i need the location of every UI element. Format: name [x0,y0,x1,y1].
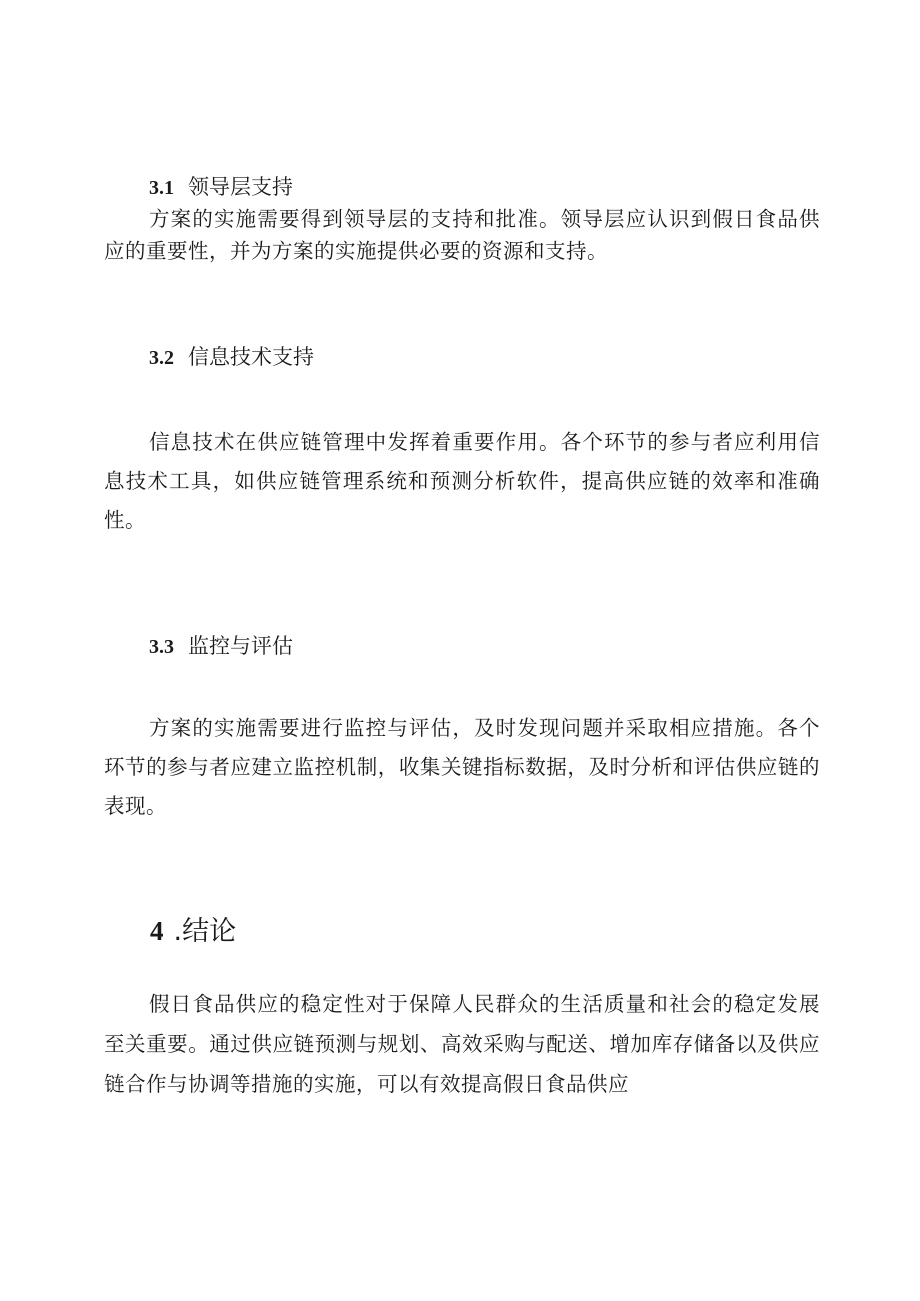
section-number: 3.1 [149,177,174,199]
section-number: 3.2 [149,347,174,369]
section-title: 领导层支持 [188,175,293,199]
conclusion-title: .结论 [173,916,237,947]
section-title: 监控与评估 [188,634,293,658]
section-3-2-paragraph: 信息技术在供应链管理中发挥着重要作用。各个环节的参与者应利用信息技术工具，如供应链管理系统和预测分析软件，提高供应链的效率和准确性。 [104,430,820,532]
conclusion-heading [150,913,236,950]
conclusion-paragraph: 假日食品供应的稳定性对于保障人民群众的生活质量和社会的稳定发展至关重要。通过供应链预测与规划、高效采购与配送、增加库存储备以及供应链合作与协调等措施的实施，可以有效提高假日食品供应 [104,992,820,1096]
section-number: 3.3 [149,636,174,658]
section-3-2-heading [149,343,314,372]
section-3-3-heading [149,632,293,661]
section-title: 信息技术支持 [188,345,314,369]
section-3-1-paragraph: 方案的实施需要得到领导层的支持和批准。领导层应认识到假日食品供应的重要性，并为方案的实施提供必要的资源和支持。 [104,207,820,263]
section-3-3-paragraph: 方案的实施需要进行监控与评估，及时发现问题并采取相应措施。各个环节的参与者应建立监控机制，收集关键指标数据，及时分析和评估供应链的表现。 [104,716,820,818]
section-3-1-heading [149,173,293,202]
conclusion-number: 4 [150,916,164,946]
